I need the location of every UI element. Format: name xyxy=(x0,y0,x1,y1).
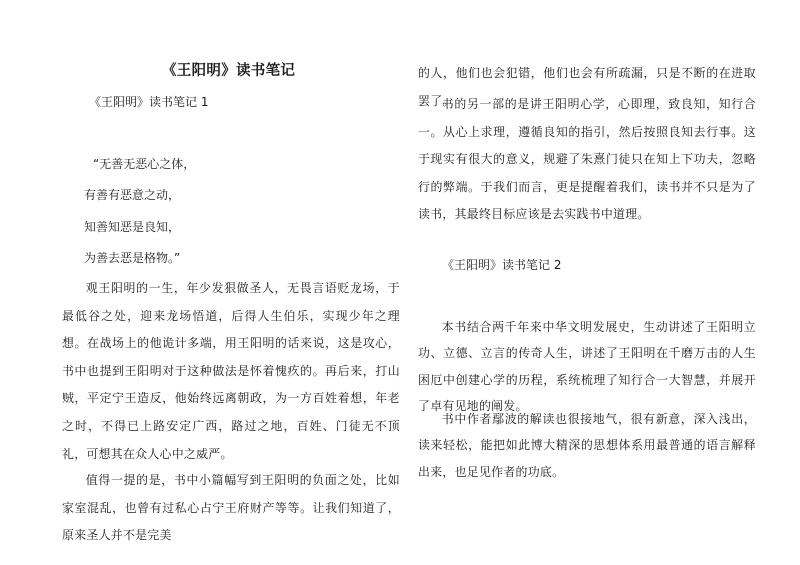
paragraph-4: 本书结合两千年来中华文明发展史，生动讲述了王阳明立功、立德、立言的传奇人生，讲述了王阳明在千磨万击的人生困厄中创建心学的历程，系统梳理了知行合一大智慧，并展开了卓有见地的阐发。 xyxy=(418,320,756,414)
left-column xyxy=(62,0,407,565)
right-column xyxy=(418,0,763,565)
poem-line-4: 为善去恶是格物。” xyxy=(84,251,181,265)
paragraph-2: 值得一提的是，书中小篇幅写到王阳明的负面之处，比如家室混乱，也曾有过私心占宁王府财产等等。让我们知道了，原来圣人并不是完美 xyxy=(62,473,400,543)
poem-line-1: “无善无恶心之体， xyxy=(93,157,196,171)
poem-line-2: 有善有恶意之动， xyxy=(84,188,181,202)
paragraph-1: 观王阳明的一生，年少发狠做圣人，无畏言语贬龙场，于最低谷之处，迎来龙场悟道，后得人生伯乐，实现少年之理想。在战场上的他诡计多端，用王阳明的话来说，这是攻心，书中也提到王阳明对于这种做法是怀着愧疚的。再后来，打山贼，平定宁王造反，他始终远离朝政，为一方百姓着想，年老之时，不得已上路安定广西，路过之地，百姓、门徒无不顶礼，可想其在众人心中之威严。 xyxy=(62,281,400,461)
paragraph-5: 书中作者鄢波的解读也很接地气，很有新意，深入浅出，读来轻松，能把如此博大精深的思想体系用最普通的语言解释出来，也足见作者的功底。 xyxy=(418,412,756,479)
poem-line-3: 知善知恶是良知， xyxy=(84,220,181,234)
document-title: 《王阳明》读书笔记 xyxy=(162,62,296,79)
section-2-heading: 《王阳明》读书笔记 2 xyxy=(442,258,562,272)
paragraph-3: 书的另一部的是讲王阳明心学，心即理，致良知，知行合一。从心上求理，遵循良知的指引，然后按照良知去行事。这于现实有很大的意义，规避了朱熹门徒只在知上下功夫，忽略行的弊端。于我们而言，更是提醒着我们，读书并不只是为了读书，其最终目标应该是去实践书中道理。 xyxy=(418,97,756,222)
paragraph-2-continued: 的人，他们也会犯错，他们也会有所疏漏，只是不断的在进取罢了。 xyxy=(418,66,756,108)
section-1-heading: 《王阳明》读书笔记 1 xyxy=(89,95,209,109)
